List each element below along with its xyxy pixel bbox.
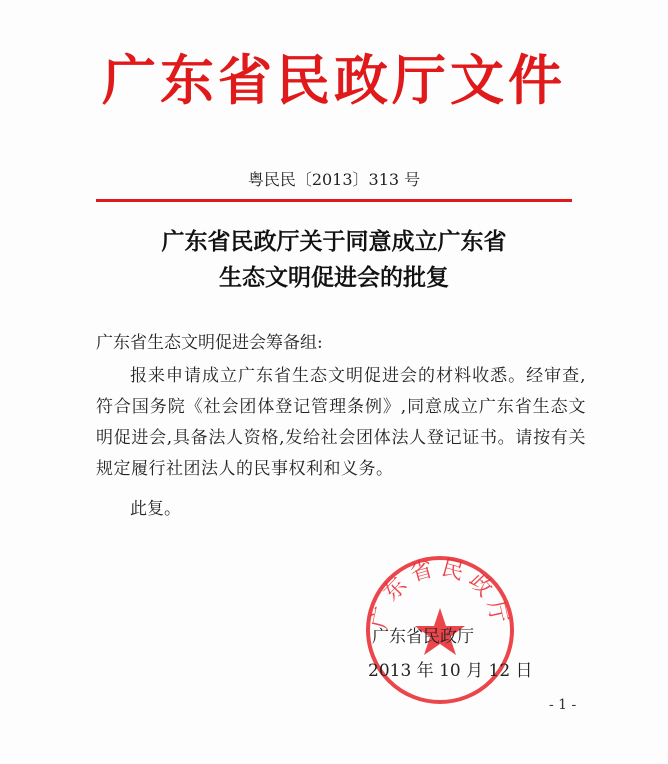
addressee: 广东省生态文明促进会筹备组: xyxy=(96,333,323,353)
issuer-signature: 广东省民政厅 xyxy=(372,627,474,647)
document-header-title: 广东省民政厅文件 xyxy=(102,48,566,112)
document-title-line-1: 广东省民政厅关于同意成立广东省 xyxy=(161,228,507,255)
seal-text: 广东省民政厅 xyxy=(367,555,513,632)
document-title-line-2: 生态文明促进会的批复 xyxy=(219,264,449,291)
document-number: 粤民民〔2013〕313 号 xyxy=(247,170,421,189)
body-paragraph: 报来申请成立广东省生态文明促进会的材料收悉。经审查,符合国务院《社会团体登记管理条例》,同意成立广东省生态文明促进会,具备法人资格,发给社会团体法人登记证书。请按有关规定履行社团法人的民事权利和义务。 xyxy=(96,366,586,479)
red-divider-line xyxy=(96,199,572,202)
issue-date: 2013 年 10 月 12 日 xyxy=(368,661,533,681)
document-title xyxy=(0,224,668,296)
closing-remark: 此复。 xyxy=(130,499,181,519)
page-number: - 1 - xyxy=(549,697,577,713)
